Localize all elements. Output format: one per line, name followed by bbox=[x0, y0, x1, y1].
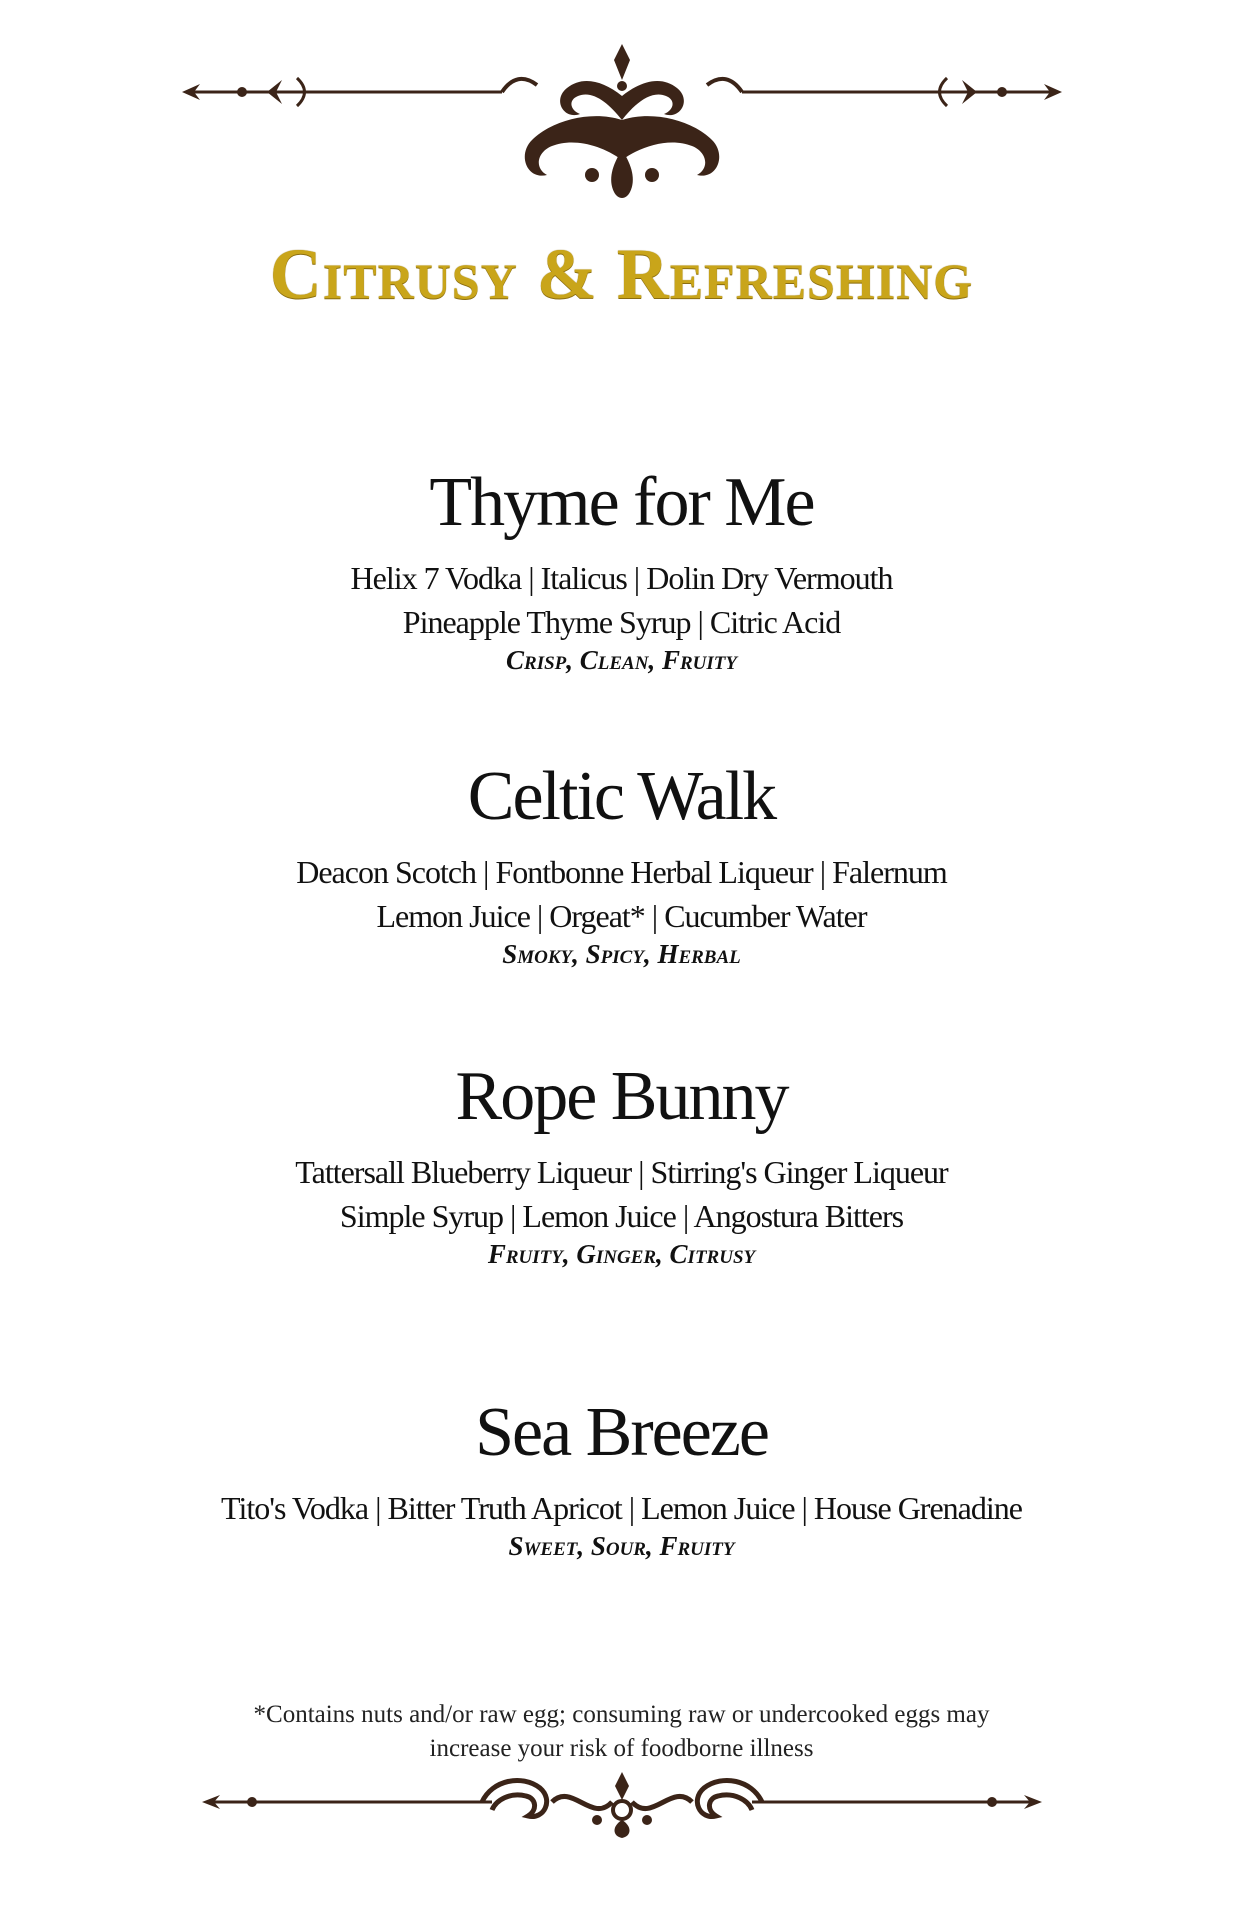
drink-ingredients-line: Lemon Juice | Orgeat* | Cucumber Water bbox=[376, 898, 867, 934]
drink-ingredients-line: Tattersall Blueberry Liqueur | Stirring's Ginger Liqueur bbox=[295, 1154, 948, 1190]
allergen-disclaimer bbox=[0, 1698, 1243, 1766]
bottom-scroll-divider-icon bbox=[0, 1762, 1243, 1842]
disclaimer-line: *Contains nuts and/or raw egg; consuming raw or undercooked eggs may bbox=[253, 1701, 990, 1728]
drink-ingredients-line: Deacon Scotch | Fontbonne Herbal Liqueur | Falernum bbox=[296, 854, 947, 890]
drink-item bbox=[0, 758, 1243, 970]
drink-item bbox=[0, 464, 1243, 676]
drink-ingredients-line: Helix 7 Vodka | Italicus | Dolin Dry Vermouth bbox=[350, 560, 893, 596]
drink-item bbox=[0, 1058, 1243, 1270]
drink-name: Sea Breeze bbox=[475, 1394, 768, 1471]
drink-ingredients-line: Simple Syrup | Lemon Juice | Angostura Bitters bbox=[339, 1198, 904, 1234]
drink-flavor-tags: Fruity, Ginger, Citrusy bbox=[487, 1239, 756, 1269]
drink-flavor-tags: Crisp, Clean, Fruity bbox=[506, 645, 737, 675]
drink-name: Rope Bunny bbox=[455, 1058, 788, 1135]
top-flourish-ornament-icon bbox=[0, 40, 1243, 210]
drink-item bbox=[0, 1394, 1243, 1562]
disclaimer-line: increase your risk of foodborne illness bbox=[429, 1735, 814, 1762]
drink-name: Thyme for Me bbox=[429, 464, 814, 541]
drink-ingredients-line: Pineapple Thyme Syrup | Citric Acid bbox=[402, 604, 841, 640]
drink-flavor-tags: Sweet, Sour, Fruity bbox=[508, 1531, 735, 1561]
drink-name: Celtic Walk bbox=[467, 758, 776, 835]
section-title: Citrusy & Refreshing bbox=[269, 234, 974, 314]
drink-flavor-tags: Smoky, Spicy, Herbal bbox=[502, 939, 741, 969]
drink-ingredients-line: Tito's Vodka | Bitter Truth Apricot | Lemon Juice | House Grenadine bbox=[221, 1490, 1022, 1526]
